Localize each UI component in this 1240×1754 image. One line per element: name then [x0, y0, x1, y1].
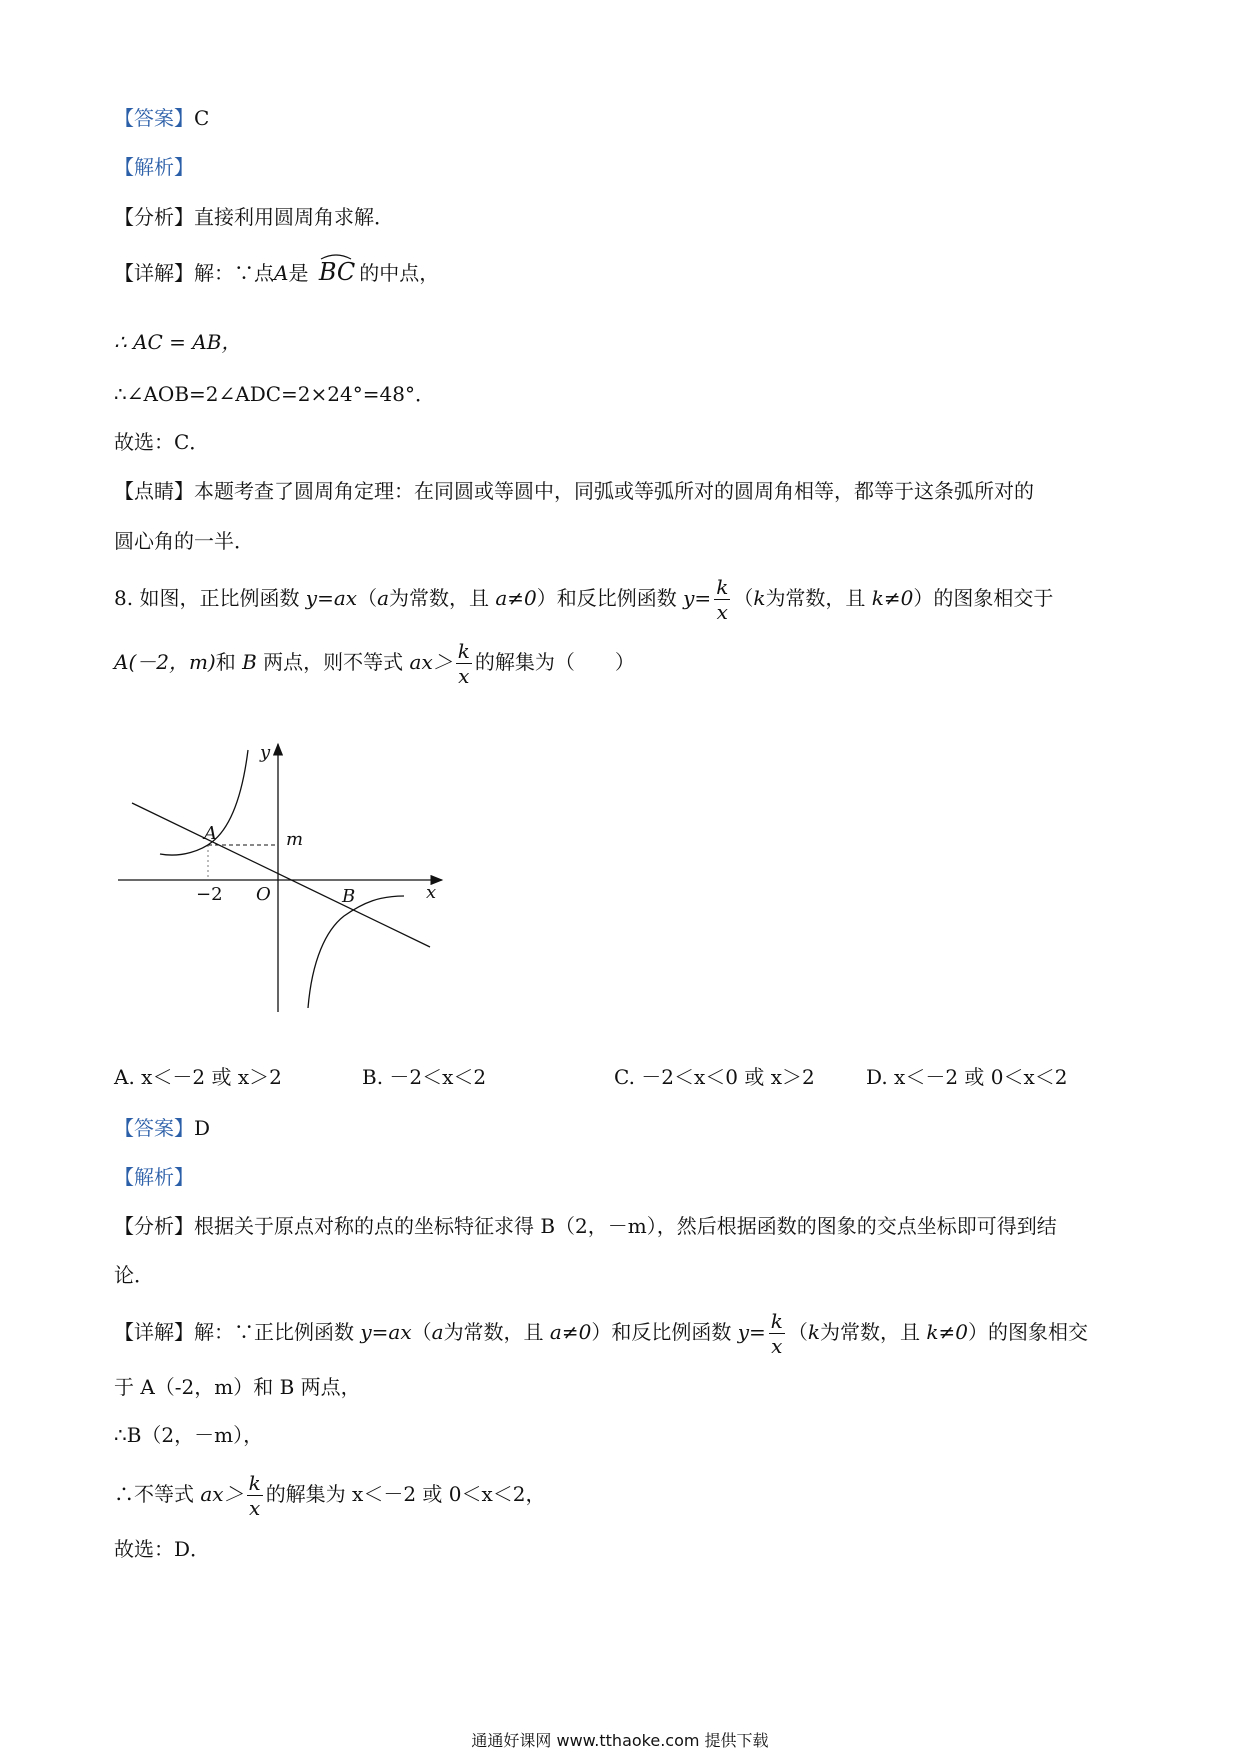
fenxi-text: 直接利用圆周角求解． — [194, 205, 394, 229]
fenxi-text: 根据关于原点对称的点的坐标特征求得 B（2，－m），然后根据函数的图象的交点坐标即可得到结 — [194, 1214, 1057, 1238]
fraction-denominator: x — [771, 1334, 783, 1358]
stem-text: 8. 如图，正比例函数 — [114, 586, 306, 610]
detail-var: k≠0 — [926, 1320, 968, 1344]
page-footer: 通通好课网 www.tthaoke.com 提供下载 — [471, 1731, 769, 1750]
origin-label: O — [256, 884, 271, 905]
fraction — [247, 1471, 263, 1520]
stem-text: 两点，则不等式 — [256, 650, 410, 674]
fenxi-tag: 【分析】 — [114, 205, 194, 229]
stem-var: a — [377, 586, 389, 610]
detail-formula: ax＞ — [200, 1482, 244, 1506]
q7-line-ac: ∴ AC = AB， — [114, 330, 242, 354]
q8-stem-line1 — [114, 566, 1053, 630]
detail-text: 解：∵正比例函数 — [194, 1320, 361, 1344]
stem-point: A(－2，m) — [114, 650, 216, 674]
hyperbola-branch-right — [308, 896, 404, 1008]
fraction-numerator: k — [716, 575, 729, 599]
q7-dianjing-1 — [114, 477, 1034, 505]
stem-text: （ — [357, 586, 378, 610]
m-label: m — [286, 829, 304, 850]
detail-text: （ — [411, 1320, 432, 1344]
dianjing-tag: 【点睛】 — [114, 479, 194, 503]
q8-analysis-tag: 【解析】 — [114, 1165, 194, 1189]
tick-label-neg2: −2 — [196, 884, 223, 905]
arc-bc — [319, 258, 355, 286]
detail-text: （ — [787, 1320, 808, 1344]
detail-tag: 【详解】 — [114, 1320, 194, 1344]
answer-tag: 【答案】 — [114, 106, 194, 130]
fraction-denominator: x — [458, 664, 470, 688]
stem-text: ）的图象相交于 — [913, 586, 1054, 610]
option-d: D. x＜－2 或 0＜x＜2 — [866, 1065, 1068, 1089]
q8-fenxi-2: 论． — [114, 1263, 154, 1287]
detail-var: k — [807, 1320, 820, 1344]
detail-text: ）和反比例函数 — [591, 1320, 738, 1344]
option-c: C. －2＜x＜0 或 x＞2 — [614, 1065, 815, 1089]
detail-prefix: 解：∵点 — [194, 261, 274, 285]
answer-value: C — [194, 106, 210, 130]
stem-text: 为常数，且 — [389, 586, 496, 610]
stem-text: 为常数，且 — [765, 586, 872, 610]
fraction-numerator: k — [770, 1309, 783, 1333]
fraction — [769, 1309, 785, 1358]
x-axis-label: x — [426, 882, 437, 903]
detail-point: A — [274, 261, 289, 285]
q7-detail — [114, 258, 439, 287]
detail-suffix: 的中点， — [359, 261, 440, 285]
q8-detail-1 — [114, 1300, 1088, 1364]
q7-choose: 故选：C． — [114, 430, 210, 454]
q7-analysis-tag: 【解析】 — [114, 155, 194, 179]
line-y-ax — [132, 803, 430, 947]
q7-line-angle: ∴∠AOB=2∠ADC=2×24°=48°． — [114, 382, 435, 406]
answer-tag: 【答案】 — [114, 1116, 194, 1140]
option-a: A. x＜－2 或 x＞2 — [114, 1065, 282, 1089]
detail-text: ∴不等式 — [114, 1482, 201, 1506]
q7-dianjing-2: 圆心角的一半． — [114, 529, 254, 553]
q8-choose: 故选：D． — [114, 1537, 211, 1561]
detail-text: 为常数，且 — [443, 1320, 550, 1344]
fraction-numerator: k — [457, 639, 470, 663]
stem-var: a≠0 — [495, 586, 537, 610]
detail-mid: 是 — [288, 261, 309, 285]
detail-var: a≠0 — [549, 1320, 592, 1344]
point-b-label: B — [342, 886, 356, 907]
detail-tag: 【详解】 — [114, 261, 194, 285]
dianjing-text: 本题考查了圆周角定理：在同圆或等圆中，同弧或等弧所对的圆周角相等，都等于这条弧所对的 — [194, 479, 1034, 503]
fraction-denominator: x — [716, 600, 728, 624]
fraction — [714, 575, 730, 624]
stem-text: 和 — [215, 650, 243, 674]
q8-detail-2: 于 A（-2，m）和 B 两点， — [114, 1375, 361, 1399]
answer-value: D — [194, 1116, 211, 1140]
fenxi-tag: 【分析】 — [114, 1214, 194, 1238]
stem-formula: y=ax — [305, 586, 358, 610]
y-axis-label: y — [260, 742, 271, 763]
q8-fenxi-1 — [114, 1212, 1057, 1240]
stem-var: k≠0 — [871, 586, 914, 610]
stem-var: k — [753, 586, 766, 610]
fraction — [456, 639, 472, 688]
function-graph — [112, 738, 452, 1018]
stem-point: B — [242, 650, 257, 674]
detail-formula: y=ax — [360, 1320, 412, 1344]
stem-text: （ — [733, 586, 754, 610]
stem-text: ）和反比例函数 — [536, 586, 684, 610]
arc-label: BC — [318, 258, 356, 286]
q7-answer — [114, 104, 209, 132]
detail-text: 为常数，且 — [820, 1320, 927, 1344]
option-b: B. －2＜x＜2 — [362, 1065, 487, 1089]
detail-text: ）的图象相交 — [967, 1320, 1088, 1344]
fraction-numerator: k — [248, 1471, 261, 1495]
stem-formula: y= — [683, 586, 712, 610]
q8-detail-3: ∴B（2，－m）， — [114, 1423, 264, 1447]
stem-text: 的解集为（ ） — [474, 650, 635, 674]
q8-stem-line2 — [114, 630, 635, 694]
detail-var: a — [431, 1320, 444, 1344]
detail-formula: y= — [737, 1320, 766, 1344]
fraction-denominator: x — [248, 1496, 261, 1520]
q8-detail-4 — [114, 1462, 546, 1526]
q7-fenxi — [114, 203, 394, 231]
detail-text: 的解集为 x＜－2 或 0＜x＜2， — [265, 1482, 546, 1506]
q8-answer — [114, 1114, 210, 1142]
point-a-label: A — [204, 823, 217, 844]
stem-formula: ax＞ — [409, 650, 453, 674]
arc-mark-icon — [319, 252, 353, 260]
